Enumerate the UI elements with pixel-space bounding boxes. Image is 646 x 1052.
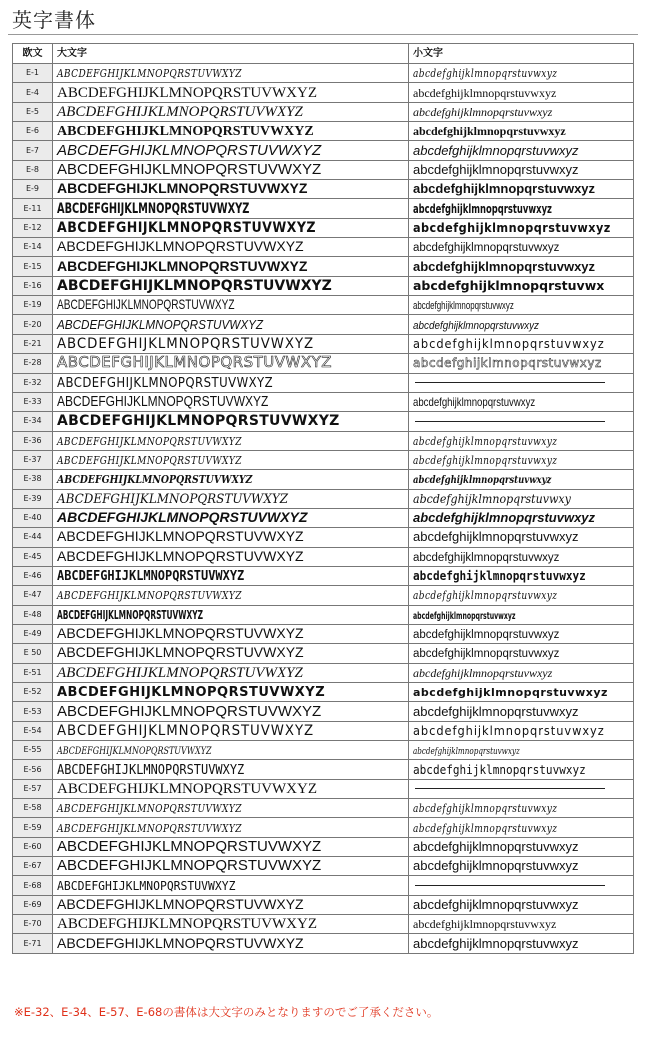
table-row — [13, 450, 634, 469]
uppercase-sample-cell — [53, 508, 409, 527]
lowercase-sample: abcdefghijklmnopqrstuvwxyz — [413, 161, 579, 177]
font-code: E-15 — [13, 257, 53, 276]
lowercase-sample-cell — [409, 741, 634, 760]
not-available-line — [415, 788, 605, 789]
uppercase-sample: ABCDEFGHIJKLMNOPQRSTUVWXYZ — [57, 316, 264, 332]
uppercase-sample: ABCDEFGHIJKLMNOPQRSTUVWXYZ — [57, 589, 242, 603]
table-row — [13, 876, 634, 895]
table-row — [13, 702, 634, 721]
table-row — [13, 528, 634, 547]
lowercase-sample-cell — [409, 334, 634, 353]
font-code: E-67 — [13, 857, 53, 876]
table-row — [13, 489, 634, 508]
font-code: E-49 — [13, 624, 53, 643]
uppercase-sample: ABCDEFGHIJKLMNOPQRSTUVWXYZ — [57, 335, 315, 352]
table-row — [13, 296, 634, 315]
table-row — [13, 354, 634, 373]
lowercase-sample: abcdefghijklmnopqrstuvwxyz — [413, 551, 560, 564]
uppercase-sample: ABCDEFGHIJKLMNOPQRSTUVWXYZ — [57, 375, 274, 391]
uppercase-sample: ABCDEFGHIJKLMNOPQRSTUVWXYZ — [57, 180, 308, 197]
uppercase-sample: ABCDEFGHIJKLMNOPQRSTUVWXYZ — [57, 644, 304, 661]
font-code: E-1 — [13, 64, 53, 83]
uppercase-sample-cell — [53, 721, 409, 740]
uppercase-sample: ABCDEFGHIJKLMNOPQRSTUVWXYZ — [57, 685, 326, 701]
lowercase-sample-cell — [409, 702, 634, 721]
uppercase-sample-cell — [53, 141, 409, 160]
uppercase-sample: ABCDEFGHIJKLMNOPQRSTUVWXYZ — [57, 238, 304, 255]
uppercase-sample-cell — [53, 180, 409, 199]
uppercase-sample-cell — [53, 276, 409, 295]
uppercase-sample: ABCDEFGHIJKLMNOPQRSTUVWXYZ — [57, 454, 242, 468]
font-code: E-9 — [13, 180, 53, 199]
uppercase-sample: ABCDEFGHIJKLMNOPQRSTUVWXYZ — [57, 802, 242, 816]
uppercase-sample: ABCDEFGHIJKLMNOPQRSTUVWXYZ — [57, 393, 269, 411]
uppercase-sample-cell — [53, 238, 409, 257]
uppercase-sample-cell — [53, 83, 409, 102]
uppercase-sample-cell — [53, 528, 409, 547]
uppercase-sample: ABCDEFGHIJKLMNOPQRSTUVWXYZ — [57, 664, 303, 681]
lowercase-sample: abcdefghijklmnopqrstuvwxyz — [413, 300, 514, 313]
font-code: E-40 — [13, 508, 53, 527]
lowercase-sample-cell — [409, 160, 634, 179]
lowercase-sample-cell — [409, 566, 634, 585]
table-row — [13, 741, 634, 760]
table-row — [13, 218, 634, 237]
lowercase-sample: abcdefghijklmnopqrstuvwxyz — [413, 475, 552, 487]
font-code: E-51 — [13, 663, 53, 682]
uppercase-sample: ABCDEFGHIJKLMNOPQRSTUVWXYZ — [57, 895, 304, 912]
font-code: E-46 — [13, 566, 53, 585]
uppercase-sample: ABCDEFGHIJKLMNOPQRSTUVWXYZ — [57, 722, 315, 739]
lowercase-sample: abcdefghijklmnopqrstuvwxyz — [413, 242, 560, 255]
title-divider — [8, 34, 638, 35]
lowercase-sample-cell — [409, 683, 634, 702]
uppercase-sample: ABCDEFGHIJKLMNOPQRSTUVWXYZ — [57, 160, 322, 178]
lowercase-sample-cell — [409, 876, 634, 895]
uppercase-sample: ABCDEFGHIJKLMNOPQRSTUVWXYZ — [57, 491, 289, 507]
table-row — [13, 470, 634, 489]
table-row — [13, 122, 634, 141]
lowercase-sample: abcdefghijklmnopqrstuvwxyz — [413, 838, 579, 854]
lowercase-sample-cell — [409, 354, 634, 373]
lowercase-sample: abcdefghijklmnopqrstuvwxyz — [413, 67, 558, 81]
font-code: E-55 — [13, 741, 53, 760]
font-code: E-5 — [13, 102, 53, 121]
table-row — [13, 373, 634, 392]
uppercase-sample: ABCDEFGHIJKLMNOPQRSTUVWXYZ — [57, 702, 322, 720]
uppercase-sample-cell — [53, 683, 409, 702]
uppercase-sample-cell — [53, 741, 409, 760]
lowercase-sample: abcdefghijklmnopqrstuvwxyz — [413, 589, 558, 603]
font-code: E-33 — [13, 392, 53, 411]
lowercase-sample-cell — [409, 547, 634, 566]
header-uppercase: 大文字 — [53, 44, 409, 64]
uppercase-sample: ABCDEFGHIJKLMNOPQRSTUVWXYZ — [57, 103, 303, 120]
table-row — [13, 721, 634, 740]
table-row — [13, 837, 634, 856]
lowercase-sample: abcdefghijklmnopqrstuvwxyz — [413, 648, 560, 661]
font-code: E-7 — [13, 141, 53, 160]
uppercase-sample: ABCDEFGHIJKLMNOPQRSTUVWXYZ — [57, 509, 308, 526]
font-code: E-6 — [13, 122, 53, 141]
lowercase-sample: abcdefghijklmnopqrstuvwxyz — [413, 219, 611, 235]
lowercase-sample-cell — [409, 760, 634, 779]
uppercase-sample: ABCDEFGHIJKLMNOPQRSTUVWXYZ — [57, 762, 245, 778]
lowercase-sample: abcdefghijklmnopqrstuvwxyz — [413, 896, 579, 912]
font-code: E-34 — [13, 412, 53, 431]
lowercase-sample: abcdefghijklmnopqrstuvwxyz — [413, 529, 579, 545]
uppercase-sample: ABCDEFGHIJKLMNOPQRSTUVWXYZ — [57, 780, 318, 797]
uppercase-sample-cell — [53, 586, 409, 605]
uppercase-sample: ABCDEFGHIJKLMNOPQRSTUVWXYZ — [57, 257, 308, 274]
uppercase-sample-cell — [53, 799, 409, 818]
uppercase-sample: ABCDEFGHIJKLMNOPQRSTUVWXYZ — [57, 625, 304, 642]
font-code: E-45 — [13, 547, 53, 566]
lowercase-sample: abcdefghijklmnopqrstuvwxyz — [413, 104, 553, 119]
font-code: E-14 — [13, 238, 53, 257]
uppercase-sample-cell — [53, 779, 409, 798]
lowercase-sample: abcdefghijklmnopqrstuvwxyz — [413, 336, 605, 351]
lowercase-sample: abcdefghijklmnopqrstuvwxyz — [413, 747, 520, 758]
font-code: E-11 — [13, 199, 53, 218]
table-row — [13, 566, 634, 585]
table-row — [13, 334, 634, 353]
table-row — [13, 857, 634, 876]
uppercase-sample: ABCDEFGHIJKLMNOPQRSTUVWXYZ — [57, 878, 236, 893]
font-code: E-68 — [13, 876, 53, 895]
footnote: ※E-32、E-34、E-57、E-68の書体は大文字のみとなりますのでご了承ください。 — [14, 1005, 439, 1019]
lowercase-sample: abcdefghijklmnopqrstuvwxyz — [413, 258, 596, 274]
uppercase-sample: ABCDEFGHIJKLMNOPQRSTUVWXYZ — [57, 353, 333, 372]
lowercase-sample-cell — [409, 663, 634, 682]
uppercase-sample-cell — [53, 915, 409, 934]
table-row — [13, 238, 634, 257]
lowercase-sample: abcdefghijklmnopqrstuvwxyz — [413, 510, 596, 526]
font-code: E-69 — [13, 895, 53, 914]
uppercase-sample: ABCDEFGHIJKLMNOPQRSTUVWXYZ — [57, 837, 322, 855]
lowercase-sample-cell — [409, 489, 634, 508]
uppercase-sample-cell — [53, 373, 409, 392]
uppercase-sample-cell — [53, 122, 409, 141]
table-row — [13, 663, 634, 682]
font-code: E-70 — [13, 915, 53, 934]
uppercase-sample: ABCDEFGHIJKLMNOPQRSTUVWXYZ — [57, 473, 253, 487]
table-row — [13, 160, 634, 179]
font-code: E-57 — [13, 779, 53, 798]
lowercase-sample: abcdefghijklmnopqrstuvwxyz — [413, 821, 558, 835]
uppercase-sample-cell — [53, 296, 409, 315]
uppercase-sample: ABCDEFGHIJKLMNOPQRSTUVWXYZ — [57, 934, 304, 951]
not-available-line — [415, 885, 605, 886]
lowercase-sample-cell — [409, 915, 634, 934]
lowercase-sample-cell — [409, 276, 634, 295]
uppercase-sample-cell — [53, 895, 409, 914]
font-code: E-48 — [13, 605, 53, 624]
uppercase-sample: ABCDEFGHIJKLMNOPQRSTUVWXYZ — [57, 746, 212, 758]
table-row — [13, 102, 634, 121]
lowercase-sample: abcdefghijklmnopqrstuvwxyz — [413, 917, 557, 932]
font-code: E-53 — [13, 702, 53, 721]
lowercase-sample-cell — [409, 412, 634, 431]
table-row — [13, 199, 634, 218]
table-row — [13, 141, 634, 160]
lowercase-sample-cell — [409, 141, 634, 160]
uppercase-sample-cell — [53, 392, 409, 411]
lowercase-sample-cell — [409, 238, 634, 257]
lowercase-sample-cell — [409, 102, 634, 121]
uppercase-sample-cell — [53, 934, 409, 953]
uppercase-sample-cell — [53, 412, 409, 431]
font-code: E-16 — [13, 276, 53, 295]
lowercase-sample-cell — [409, 934, 634, 953]
lowercase-sample: abcdefghijklmnopqrstuvwxyz — [413, 665, 553, 680]
lowercase-sample: abcdefghijklmnopqrstuvwxyz — [413, 686, 608, 700]
uppercase-sample-cell — [53, 489, 409, 508]
table-row — [13, 644, 634, 663]
table-row — [13, 412, 634, 431]
lowercase-sample: abcdefghijklmnopqrstuvwxyz — [413, 610, 516, 622]
uppercase-sample: ABCDEFGHIJKLMNOPQRSTUVWXYZ — [57, 547, 304, 564]
table-row — [13, 276, 634, 295]
lowercase-sample-cell — [409, 605, 634, 624]
lowercase-sample-cell — [409, 779, 634, 798]
font-code: E-8 — [13, 160, 53, 179]
lowercase-sample: abcdefghijklmnopqrstuvwxyz — [413, 723, 605, 738]
table-row — [13, 180, 634, 199]
uppercase-sample: ABCDEFGHIJKLMNOPQRSTUVWXYZ — [57, 569, 245, 585]
font-code: E-32 — [13, 373, 53, 392]
uppercase-sample-cell — [53, 663, 409, 682]
table-row — [13, 818, 634, 837]
uppercase-sample: ABCDEFGHIJKLMNOPQRSTUVWXYZ — [57, 607, 204, 622]
uppercase-sample-cell — [53, 702, 409, 721]
lowercase-sample-cell — [409, 624, 634, 643]
lowercase-sample-cell — [409, 857, 634, 876]
lowercase-sample: abcdefghijklmnopqrstuvwxyz — [413, 201, 552, 216]
lowercase-sample-cell — [409, 528, 634, 547]
uppercase-sample: ABCDEFGHIJKLMNOPQRSTUVWXYZ — [57, 200, 250, 217]
lowercase-sample-cell — [409, 315, 634, 334]
table-row — [13, 760, 634, 779]
font-code: E-36 — [13, 431, 53, 450]
font-code: E-56 — [13, 760, 53, 779]
lowercase-sample-cell — [409, 470, 634, 489]
uppercase-sample: ABCDEFGHIJKLMNOPQRSTUVWXYZ — [57, 141, 322, 159]
font-code: E-19 — [13, 296, 53, 315]
lowercase-sample: abcdefghijklmnopqrstuvwx — [413, 277, 605, 293]
uppercase-sample: ABCDEFGHIJKLMNOPQRSTUVWXYZ — [57, 857, 322, 875]
lowercase-sample: abcdefghijklmnopqrstuvwxyz — [413, 181, 596, 197]
font-code: E 50 — [13, 644, 53, 663]
uppercase-sample: ABCDEFGHIJKLMNOPQRSTUVWXYZ — [57, 219, 317, 236]
font-code: E-52 — [13, 683, 53, 702]
uppercase-sample: ABCDEFGHIJKLMNOPQRSTUVWXYZ — [57, 413, 340, 430]
table-row — [13, 934, 634, 953]
header-code: 欧文 — [13, 44, 53, 64]
uppercase-sample-cell — [53, 857, 409, 876]
lowercase-sample: abcdefghijklmnopqrstuvwxyz — [413, 356, 602, 371]
table-row — [13, 779, 634, 798]
font-code: E-12 — [13, 218, 53, 237]
uppercase-sample: ABCDEFGHIJKLMNOPQRSTUVWXYZ — [57, 821, 242, 835]
uppercase-sample-cell — [53, 160, 409, 179]
font-code: E-60 — [13, 837, 53, 856]
table-row — [13, 915, 634, 934]
table-row — [13, 257, 634, 276]
uppercase-sample-cell — [53, 315, 409, 334]
lowercase-sample-cell — [409, 644, 634, 663]
font-code: E-20 — [13, 315, 53, 334]
uppercase-sample: ABCDEFGHIJKLMNOPQRSTUVWXYZ — [57, 67, 242, 81]
font-code: E-71 — [13, 934, 53, 953]
font-code: E-4 — [13, 83, 53, 102]
lowercase-sample-cell — [409, 431, 634, 450]
lowercase-sample: abcdefghijklmnopqrstuvwxyz — [413, 802, 558, 816]
uppercase-sample-cell — [53, 102, 409, 121]
table-row — [13, 586, 634, 605]
lowercase-sample-cell — [409, 218, 634, 237]
lowercase-sample-cell — [409, 257, 634, 276]
uppercase-sample-cell — [53, 876, 409, 895]
uppercase-sample: ABCDEFGHIJKLMNOPQRSTUVWXYZ — [57, 277, 332, 294]
uppercase-sample-cell — [53, 431, 409, 450]
uppercase-sample-cell — [53, 644, 409, 663]
font-code: E-54 — [13, 721, 53, 740]
font-code: E-39 — [13, 489, 53, 508]
uppercase-sample-cell — [53, 566, 409, 585]
uppercase-sample: ABCDEFGHIJKLMNOPQRSTUVWXYZ — [57, 124, 314, 140]
font-code: E-58 — [13, 799, 53, 818]
not-available-line — [415, 382, 605, 383]
table-row — [13, 624, 634, 643]
lowercase-sample-cell — [409, 721, 634, 740]
uppercase-sample: ABCDEFGHIJKLMNOPQRSTUVWXYZ — [57, 434, 242, 448]
uppercase-sample-cell — [53, 218, 409, 237]
lowercase-sample-cell — [409, 64, 634, 83]
lowercase-sample: abcdefghijklmnopqrstuvwxyz — [413, 142, 579, 158]
lowercase-sample-cell — [409, 895, 634, 914]
font-code: E-38 — [13, 470, 53, 489]
table-row — [13, 895, 634, 914]
table-row — [13, 315, 634, 334]
uppercase-sample-cell — [53, 199, 409, 218]
lowercase-sample-cell — [409, 818, 634, 837]
lowercase-sample: abcdefghijklmnopqrstuvwxyz — [413, 762, 586, 777]
lowercase-sample: abcdefghijklmnopqrstuvwxy — [413, 491, 571, 506]
lowercase-sample-cell — [409, 392, 634, 411]
lowercase-sample: abcdefghijklmnopqrstuvwxyz — [413, 395, 536, 410]
not-available-line — [415, 421, 605, 422]
lowercase-sample: abcdefghijklmnopqrstuvwxyz — [413, 85, 557, 100]
font-code: E-47 — [13, 586, 53, 605]
uppercase-sample-cell — [53, 257, 409, 276]
uppercase-sample-cell — [53, 470, 409, 489]
uppercase-sample-cell — [53, 605, 409, 624]
lowercase-sample-cell — [409, 373, 634, 392]
table-row — [13, 605, 634, 624]
lowercase-sample-cell — [409, 199, 634, 218]
table-header-row — [13, 44, 634, 64]
table-row — [13, 431, 634, 450]
page-title: 英字書体 — [12, 8, 96, 32]
table-row — [13, 683, 634, 702]
uppercase-sample-cell — [53, 818, 409, 837]
lowercase-sample-cell — [409, 837, 634, 856]
table-row — [13, 83, 634, 102]
table-row — [13, 64, 634, 83]
lowercase-sample: abcdefghijklmnopqrstuvwxyz — [413, 703, 579, 719]
lowercase-sample: abcdefghijklmnopqrstuvwxyz — [413, 569, 586, 584]
uppercase-sample-cell — [53, 547, 409, 566]
table-row — [13, 799, 634, 818]
uppercase-sample-cell — [53, 64, 409, 83]
uppercase-sample-cell — [53, 334, 409, 353]
lowercase-sample-cell — [409, 122, 634, 141]
uppercase-sample: ABCDEFGHIJKLMNOPQRSTUVWXYZ — [57, 916, 318, 933]
lowercase-sample: abcdefghijklmnopqrstuvwxyz — [413, 858, 579, 874]
uppercase-sample-cell — [53, 760, 409, 779]
uppercase-sample: ABCDEFGHIJKLMNOPQRSTUVWXYZ — [57, 296, 235, 313]
lowercase-sample-cell — [409, 799, 634, 818]
lowercase-sample-cell — [409, 296, 634, 315]
header-lowercase: 小文字 — [409, 44, 634, 64]
lowercase-sample-cell — [409, 83, 634, 102]
table-row — [13, 508, 634, 527]
font-code: E-37 — [13, 450, 53, 469]
uppercase-sample-cell — [53, 624, 409, 643]
font-code: E-59 — [13, 818, 53, 837]
lowercase-sample: abcdefghijklmnopqrstuvwxyz — [413, 319, 540, 332]
font-sample-table — [12, 43, 634, 954]
lowercase-sample: abcdefghijklmnopqrstuvwxyz — [413, 454, 558, 468]
lowercase-sample-cell — [409, 180, 634, 199]
uppercase-sample-cell — [53, 450, 409, 469]
lowercase-sample: abcdefghijklmnopqrstuvwxyz — [413, 629, 560, 642]
font-code: E-28 — [13, 354, 53, 373]
lowercase-sample-cell — [409, 586, 634, 605]
uppercase-sample: ABCDEFGHIJKLMNOPQRSTUVWXYZ — [57, 84, 318, 101]
font-code: E-21 — [13, 334, 53, 353]
table-row — [13, 547, 634, 566]
lowercase-sample: abcdefghijklmnopqrstuvwxyz — [413, 935, 579, 951]
uppercase-sample-cell — [53, 354, 409, 373]
font-code: E-44 — [13, 528, 53, 547]
lowercase-sample: abcdefghijklmnopqrstuvwxyz — [413, 434, 558, 448]
lowercase-sample-cell — [409, 508, 634, 527]
lowercase-sample: abcdefghijklmnopqrstuvwxyz — [413, 124, 566, 139]
table-row — [13, 392, 634, 411]
lowercase-sample-cell — [409, 450, 634, 469]
uppercase-sample-cell — [53, 837, 409, 856]
uppercase-sample: ABCDEFGHIJKLMNOPQRSTUVWXYZ — [57, 528, 304, 545]
